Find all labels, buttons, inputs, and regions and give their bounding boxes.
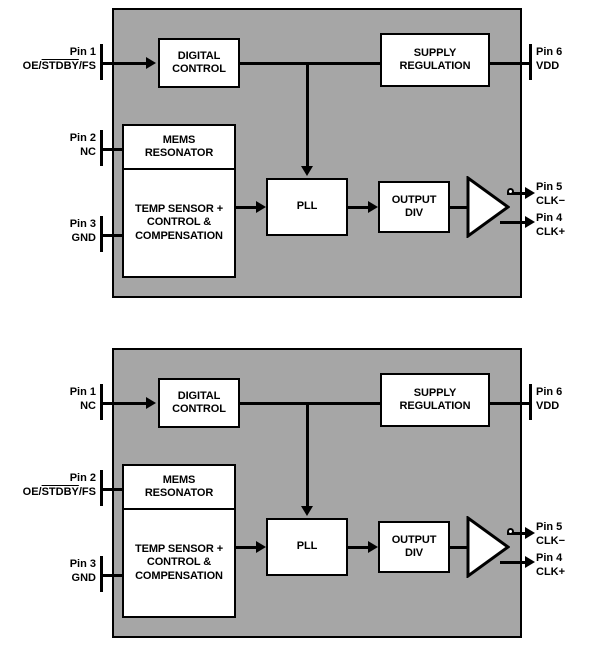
pin-label-pin1 bbox=[0, 385, 96, 414]
wire-digital-control-to-pll bbox=[306, 62, 309, 166]
block-mems-resonator bbox=[122, 124, 236, 170]
arrow-pll-top-in bbox=[301, 506, 313, 516]
block-digital-control bbox=[158, 378, 240, 428]
pin6-name: Pin 6 bbox=[536, 386, 563, 398]
pin4-name: Pin 4 bbox=[536, 212, 563, 224]
pin1-function-pre: OE/ bbox=[22, 60, 42, 73]
pin1-name: Pin 1 bbox=[69, 386, 96, 398]
wire-digital-control-to-supply bbox=[240, 402, 380, 405]
block-mems-resonator-line1: MEMS bbox=[162, 133, 196, 146]
block-supply-regulation-line2: REGULATION bbox=[399, 60, 471, 72]
arrow-digital-control-in bbox=[146, 397, 156, 409]
wire-pin6-stub bbox=[529, 44, 532, 80]
arrow-pll-left-in bbox=[256, 541, 266, 553]
block-mems-resonator bbox=[122, 464, 236, 510]
block-supply-regulation bbox=[380, 33, 490, 87]
block-digital-control-line2: CONTROL bbox=[172, 403, 226, 415]
pin2-function: NC bbox=[80, 146, 96, 159]
arrow-pin5-out bbox=[525, 527, 535, 539]
arrow-digital-control-in bbox=[146, 57, 156, 69]
block-supply-regulation-line2: REGULATION bbox=[399, 400, 471, 412]
wire-pin2-stub-v bbox=[100, 130, 103, 166]
pin-label-pin5 bbox=[536, 520, 565, 549]
block-pll-label: PLL bbox=[296, 200, 318, 213]
wire-pll-to-outputdiv bbox=[348, 206, 368, 209]
pin-label-pin6 bbox=[536, 45, 562, 74]
wire-pin1-to-digital-control bbox=[100, 62, 146, 65]
block-temp-sensor-line2: CONTROL & bbox=[146, 216, 212, 229]
pin3-name: Pin 3 bbox=[69, 218, 96, 230]
block-temp-sensor-line1: TEMP SENSOR + bbox=[134, 542, 224, 555]
block-output-div bbox=[378, 181, 450, 233]
pin2-function-overline: STDBY bbox=[41, 486, 79, 499]
arrow-outputdiv-in bbox=[368, 201, 378, 213]
wire-pin3-stub-v bbox=[100, 216, 103, 252]
block-diagram-top bbox=[0, 0, 600, 310]
wire-supply-to-pin6 bbox=[490, 62, 532, 65]
pin6-function: VDD bbox=[536, 400, 560, 413]
pin5-function: CLK− bbox=[536, 195, 566, 208]
block-supply-regulation bbox=[380, 373, 490, 427]
block-mems-resonator-line2: RESONATOR bbox=[144, 147, 214, 159]
wire-temp-to-pll bbox=[236, 546, 256, 549]
pin2-function bbox=[0, 485, 96, 499]
pin1-function: NC bbox=[80, 400, 96, 413]
block-pll bbox=[266, 518, 348, 576]
pin2-name: Pin 2 bbox=[69, 472, 96, 484]
block-digital-control bbox=[158, 38, 240, 88]
wire-pin3-stub-h bbox=[100, 234, 124, 237]
pin5-function: CLK− bbox=[536, 535, 566, 548]
pin-label-pin3 bbox=[0, 217, 96, 246]
wire-digital-control-to-pll bbox=[306, 402, 309, 506]
pin4-function: CLK+ bbox=[536, 226, 566, 239]
pin-label-pin1 bbox=[0, 45, 96, 74]
block-digital-control-line1: DIGITAL bbox=[177, 389, 221, 402]
pin-label-pin4 bbox=[536, 551, 565, 580]
arrow-pll-left-in bbox=[256, 201, 266, 213]
arrow-outputdiv-in bbox=[368, 541, 378, 553]
block-pll bbox=[266, 178, 348, 236]
wire-pin3-stub-h bbox=[100, 574, 124, 577]
block-output-div-line1: OUTPUT bbox=[391, 533, 437, 546]
pin1-name: Pin 1 bbox=[69, 46, 96, 58]
pin1-function-post: /FS bbox=[78, 60, 96, 73]
inverting-bubble-icon bbox=[507, 528, 514, 535]
block-pll-label: PLL bbox=[296, 540, 318, 553]
arrow-pin5-out bbox=[525, 187, 535, 199]
output-buffer bbox=[466, 176, 510, 238]
pin-label-pin6 bbox=[536, 385, 562, 414]
pin4-name: Pin 4 bbox=[536, 552, 563, 564]
pin3-function: GND bbox=[71, 232, 96, 245]
pin2-name: Pin 2 bbox=[69, 132, 96, 144]
block-temp-sensor-line3: COMPENSATION bbox=[135, 569, 223, 582]
inverting-bubble-icon bbox=[507, 188, 514, 195]
block-supply-regulation-line1: SUPPLY bbox=[413, 46, 457, 59]
block-mems-resonator-line1: MEMS bbox=[162, 473, 196, 486]
block-digital-control-line2: CONTROL bbox=[172, 63, 226, 75]
block-mems-resonator-line2: RESONATOR bbox=[144, 487, 214, 499]
arrow-pin4-out bbox=[525, 556, 535, 568]
block-output-div-line2: DIV bbox=[404, 207, 424, 219]
arrow-pll-top-in bbox=[301, 166, 313, 176]
pin2-function-post: /FS bbox=[78, 486, 96, 499]
block-supply-regulation-line1: SUPPLY bbox=[413, 386, 457, 399]
block-diagram-bottom bbox=[0, 340, 600, 650]
wire-pin1-to-digital-control bbox=[100, 402, 146, 405]
block-temp-sensor-line3: COMPENSATION bbox=[135, 229, 223, 242]
block-temp-sensor-line1: TEMP SENSOR + bbox=[134, 202, 224, 215]
wire-pin6-stub bbox=[529, 384, 532, 420]
pin6-name: Pin 6 bbox=[536, 46, 563, 58]
wire-temp-to-pll bbox=[236, 206, 256, 209]
wire-pin2-stub-h bbox=[100, 148, 124, 151]
wire-pin2-stub-h bbox=[100, 488, 124, 491]
arrow-pin4-out bbox=[525, 216, 535, 228]
block-output-div-line1: OUTPUT bbox=[391, 193, 437, 206]
pin6-function: VDD bbox=[536, 60, 560, 73]
block-temp-sensor-control-compensation bbox=[122, 510, 236, 618]
pin3-name: Pin 3 bbox=[69, 558, 96, 570]
wire-pin3-stub-v bbox=[100, 556, 103, 592]
block-digital-control-line1: DIGITAL bbox=[177, 49, 221, 62]
block-output-div bbox=[378, 521, 450, 573]
block-temp-sensor-control-compensation bbox=[122, 170, 236, 278]
pin2-function-pre: OE/ bbox=[22, 486, 42, 499]
pin4-function: CLK+ bbox=[536, 566, 566, 579]
pin-label-pin2 bbox=[0, 471, 96, 500]
wire-digital-control-to-supply bbox=[240, 62, 380, 65]
block-output-div-line2: DIV bbox=[404, 547, 424, 559]
pin5-name: Pin 5 bbox=[536, 181, 563, 193]
block-temp-sensor-line2: CONTROL & bbox=[146, 556, 212, 569]
output-buffer bbox=[466, 516, 510, 578]
pin3-function: GND bbox=[71, 572, 96, 585]
pin5-name: Pin 5 bbox=[536, 521, 563, 533]
wire-pll-to-outputdiv bbox=[348, 546, 368, 549]
pin-label-pin4 bbox=[536, 211, 565, 240]
wire-pin1-stub bbox=[100, 44, 103, 80]
wire-pin2-stub-v bbox=[100, 470, 103, 506]
pin-label-pin3 bbox=[0, 557, 96, 586]
pin1-function bbox=[0, 59, 96, 73]
pin-label-pin2 bbox=[0, 131, 96, 160]
pin-label-pin5 bbox=[536, 180, 565, 209]
wire-supply-to-pin6 bbox=[490, 402, 532, 405]
pin1-function-overline: STDBY bbox=[41, 60, 79, 73]
wire-pin1-stub bbox=[100, 384, 103, 420]
